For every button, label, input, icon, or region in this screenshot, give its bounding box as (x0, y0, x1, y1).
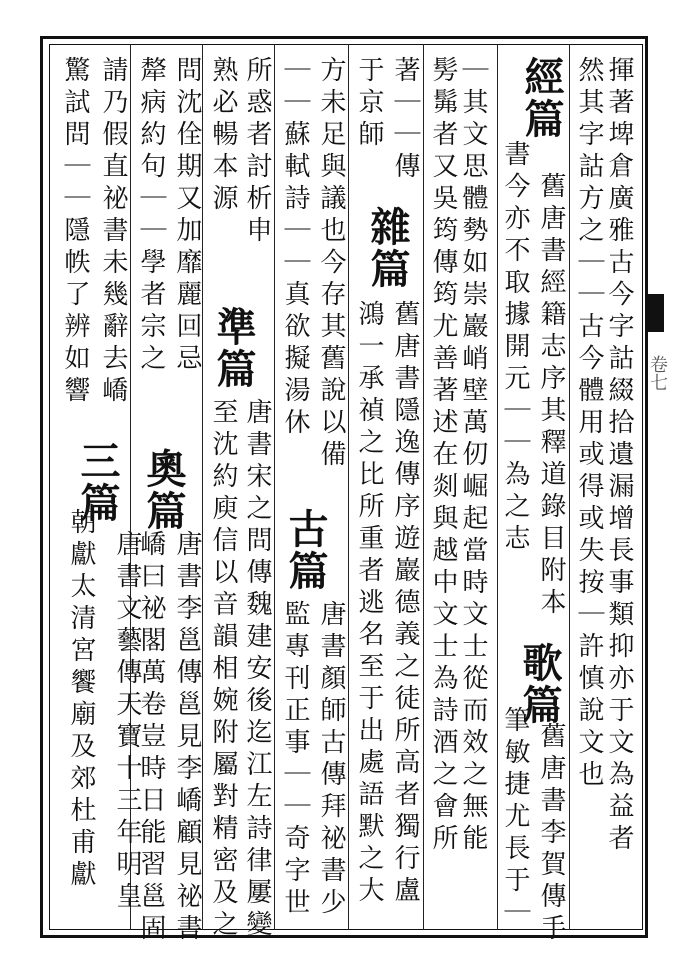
text-column: 于京師 鴻一承禎之比所重者逃名至于出處語默之大 (354, 56, 384, 908)
text-column: 犛病約句｜｜學者宗之 嶠曰祕閣萬卷豈時日能習邕固 (136, 56, 166, 946)
fish-tail-mark (646, 294, 664, 332)
text-column: 朝獻太清宮饗廟及郊杜甫獻 (66, 508, 96, 892)
gutter-label: 卷七 (647, 355, 668, 391)
text-column: 方未足與議也今存其舊說以備 古篇 唐書顏師古傳拜祕書少 (282, 56, 346, 920)
text-column: 揮著埤倉廣雅古今字詁綴拾遺漏增長事類抑亦于文為益者 (604, 56, 634, 856)
text-column: 問沈佺期又加靡麗回忌 奧篇 唐書李邕傳邕見李嶠顧見祕書 (140, 56, 202, 946)
text-column: 驚試問｜｜隱帙了辨如響 三篇 唐書文藝傳天寶十三年明皇 (60, 56, 142, 914)
text-column: 髣髴者又吳筠傳筠尤善著述在剡與越中文士為詩酒之會所 (428, 56, 458, 856)
section-heading: 歌篇 (516, 642, 563, 726)
text-column: ｜｜蘇軾詩｜｜真欲擬湯休 監專刊正事｜｜奇字世 (280, 56, 310, 920)
text-column: 著｜｜傳 雜篇 舊唐書隱逸傳序遊巖德義之徒所高者獨行盧 (364, 56, 420, 908)
text-column: 然其字詁方之｜｜古今體用或得或失按｜許慎說文也 (574, 56, 604, 792)
section-heading: 奧篇 (140, 448, 187, 532)
column-divider (569, 44, 570, 930)
text-column: ｜其文思體勢如崇巖峭壁萬仞崛起當時文士從而效之無能 (458, 56, 488, 856)
section-heading: 經篇 (518, 56, 565, 140)
section-heading: 雜篇 (364, 206, 411, 290)
text-column: 熟必暢本源 至沈約庾信以音韻相婉附屬對精密及之 (208, 56, 238, 942)
text-column: 所惑者討析申 準篇 唐書宋之問傳魏建安後迄江左詩律屢變 (210, 56, 272, 942)
section-heading: 三篇 (74, 440, 121, 524)
text-column: 請乃假直祕書未幾辭去嶠 (98, 56, 128, 408)
text-column: 書今亦不取據開元｜｜為之志 筆敏捷尤長于｜ (500, 140, 530, 930)
section-heading: 古篇 (282, 508, 329, 592)
text-column: 經篇 舊唐書經籍志序其釋道錄目附本 歌篇 舊唐書李賀傳手 (516, 56, 566, 946)
section-heading: 準篇 (210, 306, 257, 390)
